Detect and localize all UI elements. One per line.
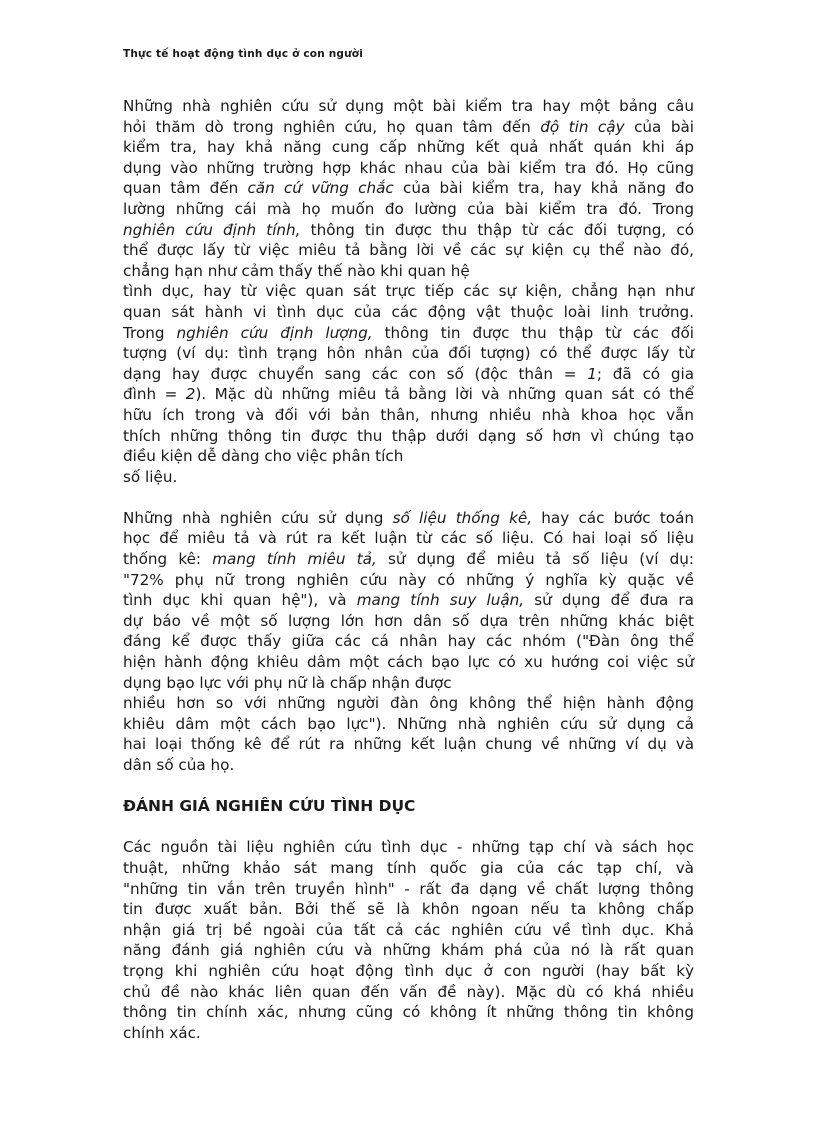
p2-line: đáng kể được thấy giữa các cá nhân hay các nhóm ("Đàn ông thể xyxy=(123,632,694,651)
p1-line: kiểm tra, hay khả năng cung cấp những kết quả nhất quán khi áp xyxy=(123,138,694,157)
p1-line: số liệu. xyxy=(123,467,178,486)
p2-line: nhiều hơn so với những người đàn ông không thể hiện hành động xyxy=(123,694,694,713)
p1-line: tượng (ví dụ: tình trạng hôn nhân của đối tượng) có thể được lấy từ xyxy=(123,344,694,363)
p1-line: tình dục, hay từ việc quan sát trực tiếp các sự kiện, chẳng hạn như xyxy=(123,282,694,301)
p1-line: thể được lấy từ việc miêu tả bằng lời về các sự kiện cụ thể nào đó, xyxy=(123,241,694,260)
p1-line: Trong nghiên cứu định lượng, thông tin được thu thập từ các đối xyxy=(123,323,694,342)
p3-line: năng đánh giá nghiên cứu và những khám phá của nó là rất quan xyxy=(123,941,694,960)
p1-line: dạng hay được chuyển sang các con số (độc thân = 1; đã có gia xyxy=(123,364,694,383)
p1-line: quan sát hành vi tình dục của các động vật thuộc loài linh trưởng. xyxy=(123,302,694,321)
italic-term: số liệu thống kê, xyxy=(392,508,533,527)
paragraph-1 xyxy=(123,96,694,487)
paragraph-2 xyxy=(123,508,694,776)
p1-line: đình = 2). Mặc dù những miêu tả bằng lời và những quan sát có thể xyxy=(123,385,695,404)
p2-line: "72% phụ nữ trong nghiên cứu này có những ý nghĩa kỳ quặc về xyxy=(123,570,694,589)
italic-term: mang tính miêu tả, xyxy=(212,550,377,569)
italic-term: căn cứ vững chắc xyxy=(247,179,394,198)
p3-line: Các nguồn tài liệu nghiên cứu tình dục - những tạp chí và sách học xyxy=(123,838,694,857)
italic-number: 2 xyxy=(185,385,196,404)
p3-line: tin được xuất bản. Bởi thế sẽ là khôn ngoan nếu ta không chấp xyxy=(123,900,694,919)
p2-line: dự báo về một số lượng lớn hơn dân số dựa trên những khác biệt xyxy=(123,611,694,630)
p1-line: điều kiện dễ dàng cho việc phân tích xyxy=(123,447,404,466)
p3-line: chính xác. xyxy=(123,1023,201,1042)
p2-line: tình dục khi quan hệ"), và mang tính suy luận, sử dụng để đưa ra xyxy=(123,591,694,610)
italic-term: mang tính suy luận, xyxy=(356,591,525,610)
p2-line: dân số của họ. xyxy=(123,756,235,774)
p1-line: chẳng hạn như cảm thấy thế nào khi quan hệ xyxy=(123,261,470,280)
p1-line: dụng vào những trường hợp khác nhau của bài kiểm tra đó. Họ cũng xyxy=(123,158,694,177)
p2-line: khiêu dâm một cách bạo lực"). Những nhà nghiên cứu sử dụng cả xyxy=(123,714,694,733)
p3-line: "những tin vắn trên truyền hình" - rất đa dạng về chất lượng thông xyxy=(123,879,694,898)
italic-term: độ tin cậy xyxy=(540,117,625,136)
p2-line: hiện hành động khiêu dâm một cách bạo lực có xu hướng coi việc sử xyxy=(123,653,694,672)
p1-line: quan tâm đến căn cứ vững chắc của bài kiểm tra, hay khả năng đo xyxy=(123,179,694,198)
paragraph-3 xyxy=(123,837,694,1043)
p3-line: chủ đề nào khác liên quan đến vấn đề này). Mặc dù có khá nhiều xyxy=(123,982,694,1001)
p3-line: trọng khi nghiên cứu hoạt động tình dục ở con người (hay bất kỳ xyxy=(123,961,694,980)
running-header: Thực tế hoạt động tình dục ở con người xyxy=(123,48,364,60)
p1-line: thích những thông tin được thu thập dưới dạng số hơn vì chúng tạo xyxy=(123,426,694,445)
p2-line: dụng bạo lực với phụ nữ là chấp nhận được xyxy=(123,673,452,692)
p1-line: hữu ích trong và đối với bản thân, nhưng nhiều nhà khoa học vẫn xyxy=(123,405,694,424)
p1-line: hỏi thăm dò trong nghiên cứu, họ quan tâm đến độ tin cậy của bài xyxy=(123,117,694,136)
italic-term: nghiên cứu định tính, xyxy=(123,220,301,239)
p3-line: thuật, những khảo sát mang tính quốc gia của các tạp chí, và xyxy=(123,858,694,877)
p3-line: nhận giá trị bề ngoài của tất cả các nghiên cứu về tình dục. Khả xyxy=(123,920,694,939)
p1-line: nghiên cứu định tính, thông tin được thu thập từ các đối tượng, có xyxy=(123,220,694,239)
italic-term: nghiên cứu định lượng, xyxy=(176,323,373,342)
p1-line: lường những cái mà họ muốn đo lường của bài kiểm tra đó. Trong xyxy=(123,199,694,218)
p3-line: thông tin chính xác, nhưng cũng có không ít những thông tin không xyxy=(123,1003,694,1022)
page-body xyxy=(123,96,694,1043)
p2-line: học để miêu tả và rút ra kết luận từ các số liệu. Có hai loại số liệu xyxy=(123,529,694,548)
p1-line: Những nhà nghiên cứu sử dụng một bài kiểm tra hay một bảng câu xyxy=(123,97,694,115)
p2-line: hai loại thống kê để rút ra những kết luận chung về những ví dụ và xyxy=(123,735,694,754)
p2-line: Những nhà nghiên cứu sử dụng số liệu thống kê, hay các bước toán xyxy=(123,508,695,527)
p2-line: thống kê: mang tính miêu tả, sử dụng để miêu tả số liệu (ví dụ: xyxy=(123,550,694,569)
italic-number: 1 xyxy=(587,364,597,383)
section-heading: ĐÁNH GIÁ NGHIÊN CỨU TÌNH DỤC xyxy=(123,797,416,816)
